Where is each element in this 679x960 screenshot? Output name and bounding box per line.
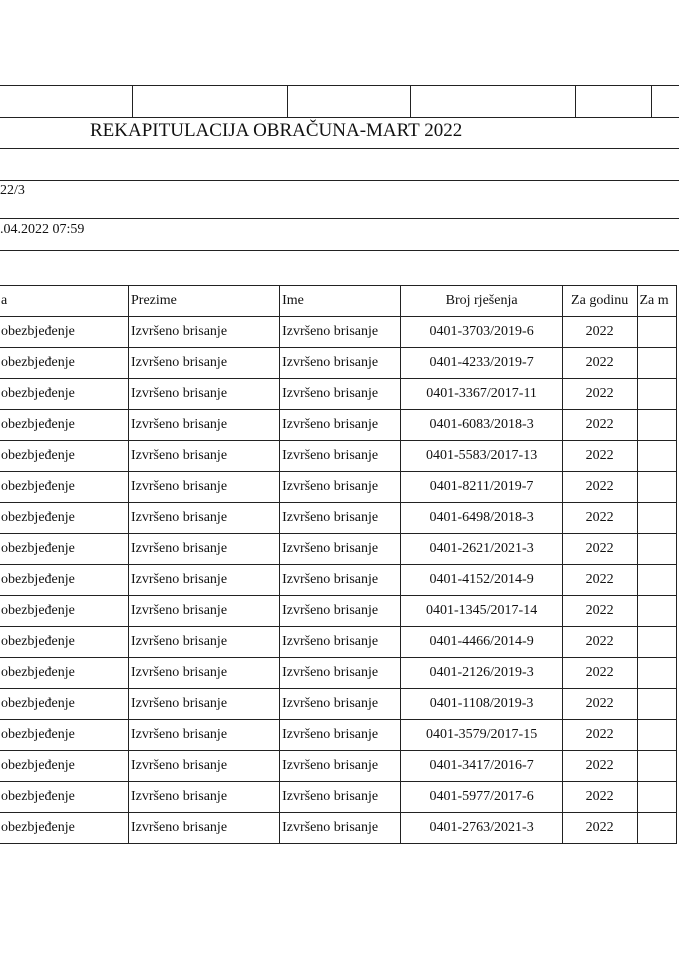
cell-name: obezbjeđenje (0, 410, 129, 441)
cell-za-godinu: 2022 (562, 751, 637, 782)
rule-line (0, 250, 679, 251)
rule-line (0, 85, 679, 86)
cell-broj-rjesenja: 0401-1108/2019-3 (401, 689, 562, 720)
cell-broj-rjesenja: 0401-6083/2018-3 (401, 410, 562, 441)
cell-divider (410, 85, 411, 117)
cell-prezime: Izvršeno brisanje (129, 627, 280, 658)
cell-za-mjesec (637, 689, 677, 720)
cell-broj-rjesenja: 0401-2621/2021-3 (401, 534, 562, 565)
cell-ime: Izvršeno brisanje (280, 472, 401, 503)
document-number: 22/3 (0, 183, 25, 198)
table-row (0, 782, 677, 813)
cell-ime: Izvršeno brisanje (280, 658, 401, 689)
cell-name: obezbjeđenje (0, 596, 129, 627)
cell-prezime: Izvršeno brisanje (129, 565, 280, 596)
cell-za-mjesec (637, 658, 677, 689)
table-row (0, 441, 677, 472)
cell-za-godinu: 2022 (562, 627, 637, 658)
cell-prezime: Izvršeno brisanje (129, 689, 280, 720)
cell-ime: Izvršeno brisanje (280, 565, 401, 596)
cell-broj-rjesenja: 0401-1345/2017-14 (401, 596, 562, 627)
cell-ime: Izvršeno brisanje (280, 813, 401, 844)
cell-prezime: Izvršeno brisanje (129, 441, 280, 472)
table-row (0, 379, 677, 410)
table-row (0, 658, 677, 689)
cell-ime: Izvršeno brisanje (280, 379, 401, 410)
table-row (0, 720, 677, 751)
header-cell-ime: Ime (280, 286, 401, 317)
cell-prezime: Izvršeno brisanje (129, 534, 280, 565)
cell-ime: Izvršeno brisanje (280, 410, 401, 441)
cell-za-godinu: 2022 (562, 720, 637, 751)
cell-name: obezbjeđenje (0, 348, 129, 379)
cell-divider (287, 85, 288, 117)
cell-ime: Izvršeno brisanje (280, 596, 401, 627)
cell-broj-rjesenja: 0401-5977/2017-6 (401, 782, 562, 813)
cell-za-godinu: 2022 (562, 472, 637, 503)
cell-prezime: Izvršeno brisanje (129, 782, 280, 813)
cell-za-godinu: 2022 (562, 348, 637, 379)
cell-broj-rjesenja: 0401-3417/2016-7 (401, 751, 562, 782)
cell-broj-rjesenja: 0401-4152/2014-9 (401, 565, 562, 596)
cell-broj-rjesenja: 0401-5583/2017-13 (401, 441, 562, 472)
cell-prezime: Izvršeno brisanje (129, 472, 280, 503)
cell-prezime: Izvršeno brisanje (129, 503, 280, 534)
document-datetime: .04.2022 07:59 (0, 222, 85, 237)
cell-ime: Izvršeno brisanje (280, 317, 401, 348)
cell-name: obezbjeđenje (0, 689, 129, 720)
cell-prezime: Izvršeno brisanje (129, 596, 280, 627)
cell-prezime: Izvršeno brisanje (129, 348, 280, 379)
header-cell-za-mjesec: Za m (637, 286, 677, 317)
cell-prezime: Izvršeno brisanje (129, 410, 280, 441)
table-row (0, 503, 677, 534)
table-row (0, 627, 677, 658)
rule-line (0, 218, 679, 219)
cell-name: obezbjeđenje (0, 503, 129, 534)
table-row (0, 348, 677, 379)
cell-za-godinu: 2022 (562, 565, 637, 596)
table-row (0, 596, 677, 627)
recap-table (0, 285, 677, 844)
cell-ime: Izvršeno brisanje (280, 441, 401, 472)
rule-line (0, 180, 679, 181)
cell-za-mjesec (637, 503, 677, 534)
cell-name: obezbjeđenje (0, 565, 129, 596)
cell-za-godinu: 2022 (562, 379, 637, 410)
cell-za-mjesec (637, 534, 677, 565)
cell-za-mjesec (637, 565, 677, 596)
table-row (0, 472, 677, 503)
cell-za-godinu: 2022 (562, 441, 637, 472)
cell-prezime: Izvršeno brisanje (129, 751, 280, 782)
cell-name: obezbjeđenje (0, 317, 129, 348)
cell-broj-rjesenja: 0401-3579/2017-15 (401, 720, 562, 751)
cell-name: obezbjeđenje (0, 441, 129, 472)
rule-line (0, 148, 679, 149)
table-header-row (0, 286, 677, 317)
cell-name: obezbjeđenje (0, 658, 129, 689)
cell-za-mjesec (637, 596, 677, 627)
cell-broj-rjesenja: 0401-3367/2017-11 (401, 379, 562, 410)
report-title: REKAPITULACIJA OBRAČUNA-MART 2022 (90, 120, 463, 141)
cell-name: obezbjeđenje (0, 627, 129, 658)
cell-za-godinu: 2022 (562, 317, 637, 348)
cell-za-godinu: 2022 (562, 658, 637, 689)
cell-za-godinu: 2022 (562, 782, 637, 813)
header-cell-za-godinu: Za godinu (562, 286, 637, 317)
cell-ime: Izvršeno brisanje (280, 689, 401, 720)
cell-ime: Izvršeno brisanje (280, 627, 401, 658)
cell-broj-rjesenja: 0401-3703/2019-6 (401, 317, 562, 348)
cell-broj-rjesenja: 0401-6498/2018-3 (401, 503, 562, 534)
cell-prezime: Izvršeno brisanje (129, 658, 280, 689)
cell-name: obezbjeđenje (0, 782, 129, 813)
table-row (0, 534, 677, 565)
table-row (0, 689, 677, 720)
cell-za-mjesec (637, 348, 677, 379)
cell-za-godinu: 2022 (562, 503, 637, 534)
table-row (0, 410, 677, 441)
cell-broj-rjesenja: 0401-4233/2019-7 (401, 348, 562, 379)
cell-broj-rjesenja: 0401-8211/2019-7 (401, 472, 562, 503)
cell-prezime: Izvršeno brisanje (129, 720, 280, 751)
cell-name: obezbjeđenje (0, 720, 129, 751)
cell-divider (651, 85, 652, 117)
table-row (0, 317, 677, 348)
cell-divider (132, 85, 133, 117)
cell-name: obezbjeđenje (0, 534, 129, 565)
header-cell-broj-rjesenja: Broj rješenja (401, 286, 562, 317)
cell-name: obezbjeđenje (0, 751, 129, 782)
cell-ime: Izvršeno brisanje (280, 534, 401, 565)
cell-za-mjesec (637, 720, 677, 751)
cell-ime: Izvršeno brisanje (280, 751, 401, 782)
cell-prezime: Izvršeno brisanje (129, 317, 280, 348)
rule-line (0, 117, 679, 118)
cell-prezime: Izvršeno brisanje (129, 379, 280, 410)
table-row (0, 813, 677, 844)
cell-za-mjesec (637, 627, 677, 658)
table-row (0, 565, 677, 596)
cell-prezime: Izvršeno brisanje (129, 813, 280, 844)
cell-za-mjesec (637, 472, 677, 503)
cell-za-mjesec (637, 441, 677, 472)
cell-za-godinu: 2022 (562, 534, 637, 565)
cell-name: obezbjeđenje (0, 379, 129, 410)
cell-ime: Izvršeno brisanje (280, 348, 401, 379)
cell-name: obezbjeđenje (0, 472, 129, 503)
cell-za-mjesec (637, 782, 677, 813)
cell-broj-rjesenja: 0401-2763/2021-3 (401, 813, 562, 844)
header-cell-prezime: Prezime (129, 286, 280, 317)
cell-ime: Izvršeno brisanje (280, 720, 401, 751)
cell-za-godinu: 2022 (562, 813, 637, 844)
cell-za-mjesec (637, 410, 677, 441)
cell-za-godinu: 2022 (562, 689, 637, 720)
cell-za-godinu: 2022 (562, 596, 637, 627)
cell-za-godinu: 2022 (562, 410, 637, 441)
header-cell-name: a (0, 286, 129, 317)
cell-za-mjesec (637, 751, 677, 782)
cell-name: obezbjeđenje (0, 813, 129, 844)
cell-za-mjesec (637, 317, 677, 348)
cell-broj-rjesenja: 0401-4466/2014-9 (401, 627, 562, 658)
cell-divider (575, 85, 576, 117)
table-row (0, 751, 677, 782)
cell-za-mjesec (637, 813, 677, 844)
cell-ime: Izvršeno brisanje (280, 503, 401, 534)
cell-ime: Izvršeno brisanje (280, 782, 401, 813)
cell-za-mjesec (637, 379, 677, 410)
cell-broj-rjesenja: 0401-2126/2019-3 (401, 658, 562, 689)
